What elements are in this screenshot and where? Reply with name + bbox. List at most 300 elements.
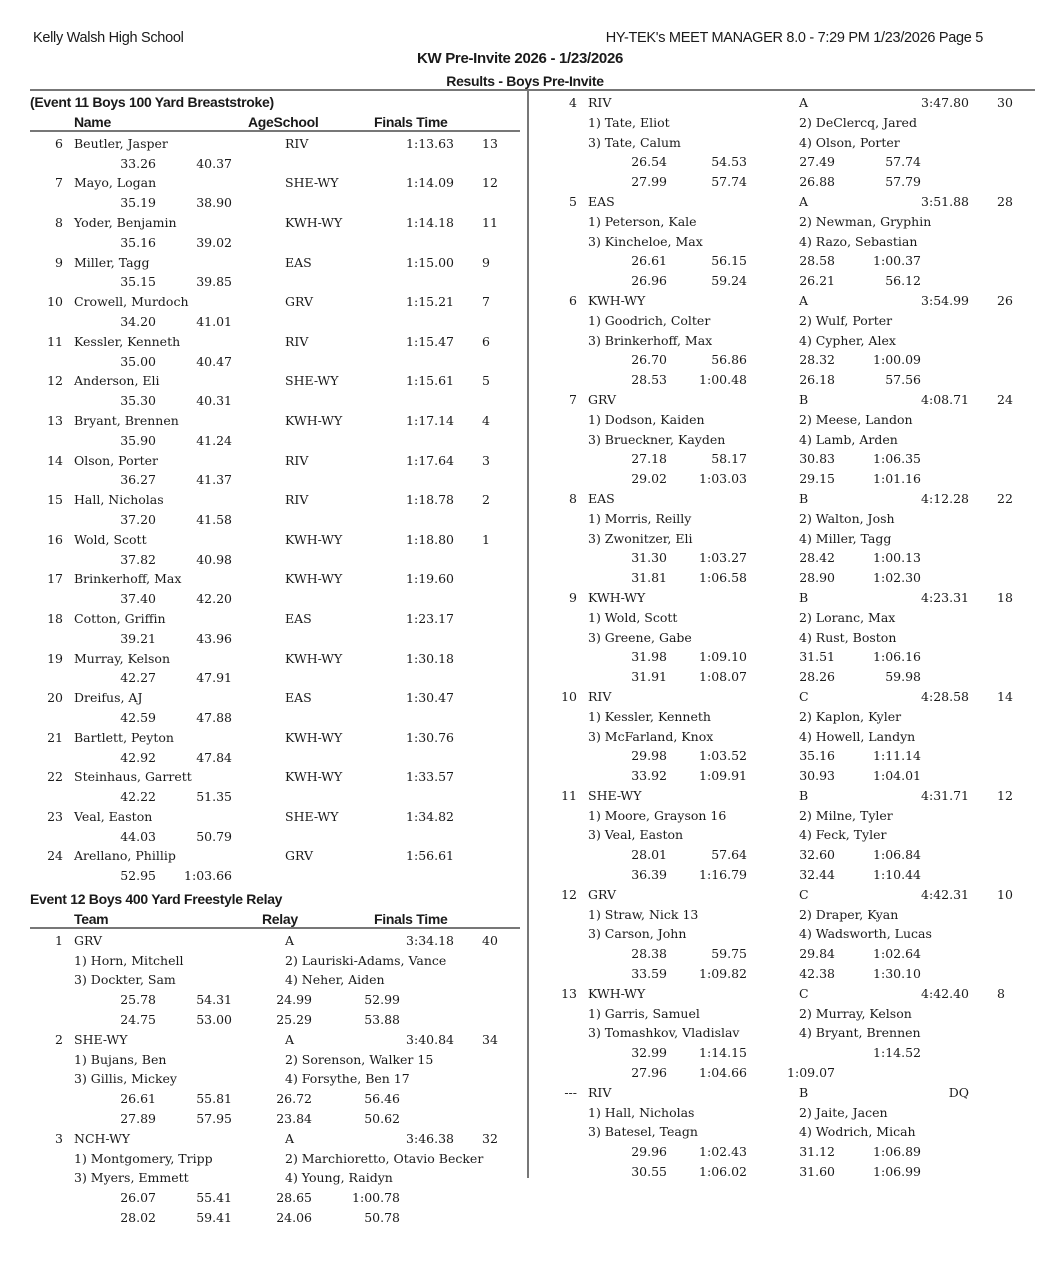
finals-time: 1:30.18 (406, 650, 454, 666)
split-row (30, 391, 520, 411)
relay-swimmers-row (535, 1122, 1035, 1142)
team: EAS (588, 490, 615, 506)
swimmer: 2) Kaplon, Kyler (799, 708, 902, 724)
split: 30.55 (631, 1164, 667, 1180)
school: KWH-WY (285, 531, 343, 547)
split: 26.54 (631, 154, 667, 170)
event-12-results-right (535, 93, 1035, 1182)
points: 12 (482, 175, 498, 191)
split: 34.20 (120, 313, 156, 329)
swimmer: 2) Marchioretto, Otavio Becker (285, 1150, 484, 1166)
relay-letter: C (799, 886, 809, 902)
place: 6 (569, 292, 577, 308)
team: SHE-WY (74, 1031, 128, 1047)
finals-time: 1:23.17 (406, 610, 454, 626)
split: 29.15 (799, 471, 835, 487)
split: 24.75 (120, 1012, 156, 1028)
finals-time: 4:23.31 (921, 589, 969, 605)
swimmer: 2) Meese, Landon (799, 411, 913, 427)
school: RIV (285, 135, 309, 151)
split: 26.96 (631, 273, 667, 289)
split: 47.88 (196, 709, 232, 725)
swimmer: 2) Walton, Josh (799, 510, 895, 526)
swimmer: 3) Kincheloe, Max (588, 233, 703, 249)
place: 10 (47, 294, 63, 310)
split: 55.41 (196, 1190, 232, 1206)
swimmer: 1) Straw, Nick 13 (588, 906, 699, 922)
place: 9 (55, 254, 63, 270)
swimmer: 1) Wold, Scott (588, 609, 678, 625)
split: 35.15 (120, 274, 156, 290)
place: 20 (47, 690, 63, 706)
relay-split-row (535, 152, 1035, 172)
split: 28.42 (799, 550, 835, 566)
points: 22 (997, 490, 1013, 506)
split: 1:04.66 (699, 1065, 747, 1081)
finals-time: 3:47.80 (921, 95, 969, 110)
swimmer: 4) Forsythe, Ben 17 (285, 1071, 410, 1087)
place: 12 (47, 373, 63, 389)
swimmer: 2) Milne, Tyler (799, 807, 893, 823)
split: 31.30 (631, 550, 667, 566)
header-rule (30, 89, 1035, 91)
split: 1:30.10 (873, 966, 921, 982)
col-header-finals-time: Finals Time (374, 910, 448, 927)
split: 24.06 (276, 1210, 312, 1226)
split: 35.16 (120, 234, 156, 250)
split: 50.62 (364, 1111, 400, 1127)
split: 58.17 (711, 451, 747, 467)
finals-time: 1:18.80 (406, 531, 454, 547)
split: 1:09.07 (787, 1065, 835, 1081)
swimmer: 2) Newman, Gryphin (799, 213, 932, 229)
finals-time: 1:15.21 (406, 294, 454, 310)
split: 1:09.91 (699, 768, 747, 784)
swimmer: 3) Gillis, Mickey (74, 1071, 177, 1087)
split: 39.85 (196, 274, 232, 290)
split: 59.98 (885, 669, 921, 685)
split: 26.72 (276, 1091, 312, 1107)
place: 18 (47, 610, 63, 626)
split: 31.12 (799, 1144, 835, 1160)
relay-swimmers-row (535, 628, 1035, 648)
school-name: Kelly Walsh High School (33, 30, 184, 46)
swimmer: 1) Bujans, Ben (74, 1051, 167, 1067)
team: GRV (588, 886, 616, 902)
result-row (30, 767, 520, 787)
result-row (30, 451, 520, 471)
split: 38.90 (196, 195, 232, 211)
finals-time: DQ (948, 1084, 969, 1100)
result-row (30, 253, 520, 273)
split-row (30, 470, 520, 490)
points: 2 (482, 492, 490, 508)
split: 41.01 (196, 313, 232, 329)
split: 1:04.01 (873, 768, 921, 784)
split: 28.01 (631, 847, 667, 863)
place: 17 (47, 571, 63, 587)
relay-letter: B (799, 1084, 809, 1100)
split-row (30, 510, 520, 530)
split: 35.00 (120, 353, 156, 369)
swimmer-name: Arellano, Phillip (74, 848, 176, 864)
points: 13 (482, 135, 498, 151)
points: 32 (482, 1130, 498, 1146)
swimmer: 4) Neher, Aiden (285, 972, 385, 988)
split: 41.58 (196, 511, 232, 527)
split: 37.82 (120, 551, 156, 567)
split: 1:16.79 (699, 867, 747, 883)
place: 13 (561, 985, 577, 1001)
col-header-relay: Relay (262, 910, 298, 927)
relay-split-row (535, 647, 1035, 667)
split: 42.22 (120, 789, 156, 805)
relay-team-row (535, 984, 1035, 1004)
finals-time: 4:42.31 (921, 886, 969, 902)
event-12-results-left (30, 931, 520, 1228)
team: SHE-WY (588, 787, 642, 803)
swimmer: 4) Miller, Tagg (799, 530, 892, 546)
school: SHE-WY (285, 808, 339, 824)
split: 37.40 (120, 591, 156, 607)
school: KWH-WY (285, 214, 343, 230)
relay-result (535, 1083, 1035, 1182)
split: 1:00.78 (352, 1190, 400, 1206)
split: 1:06.89 (873, 1144, 921, 1160)
finals-time: 1:15.61 (406, 373, 454, 389)
place: 16 (47, 531, 63, 547)
points: 1 (482, 531, 490, 547)
school: SHE-WY (285, 373, 339, 389)
split: 1:06.84 (873, 847, 921, 863)
split: 32.44 (799, 867, 835, 883)
split: 29.84 (799, 946, 835, 962)
relay-team-row (30, 1129, 520, 1149)
swimmer: 1) Peterson, Kale (588, 213, 697, 229)
relay-letter: C (799, 688, 809, 704)
points: 14 (997, 688, 1013, 704)
relay-team-row (30, 1030, 520, 1050)
split: 26.07 (120, 1190, 156, 1206)
result-row (30, 490, 520, 510)
split: 59.41 (196, 1210, 232, 1226)
relay-swimmers-row (535, 806, 1035, 826)
split: 53.88 (364, 1012, 400, 1028)
split: 27.18 (631, 451, 667, 467)
finals-time: 3:51.88 (921, 193, 969, 209)
relay-team-row (535, 687, 1035, 707)
split-row (30, 787, 520, 807)
relay-result (30, 931, 520, 1030)
points: 26 (997, 292, 1013, 308)
swimmer-name: Wold, Scott (74, 531, 147, 547)
split: 1:00.13 (873, 550, 921, 566)
swimmer: 1) Tate, Eliot (588, 114, 670, 130)
relay-split-row (535, 370, 1035, 390)
split: 1:08.07 (699, 669, 747, 685)
relay-team-row (535, 786, 1035, 806)
split: 26.88 (799, 174, 835, 190)
relay-split-row (535, 449, 1035, 469)
relay-split-row (30, 1089, 520, 1109)
split: 25.78 (120, 992, 156, 1008)
split: 44.03 (120, 828, 156, 844)
swimmer: 1) Kessler, Kenneth (588, 708, 711, 724)
swimmer: 3) Greene, Gabe (588, 629, 692, 645)
finals-time: 4:42.40 (921, 985, 969, 1001)
school: EAS (285, 254, 312, 270)
swimmer: 1) Horn, Mitchell (74, 952, 184, 968)
points: 30 (997, 95, 1013, 110)
event-11-title (30, 93, 520, 113)
swimmer: 4) Olson, Porter (799, 134, 900, 150)
col-header-team: Team (74, 910, 109, 927)
swimmer: 1) Garris, Samuel (588, 1005, 700, 1021)
swimmer: 4) Bryant, Brennen (799, 1025, 921, 1041)
relay-letter: A (799, 95, 809, 110)
relay-team-row (535, 489, 1035, 509)
split: 50.78 (364, 1210, 400, 1226)
swimmer: 3) Dockter, Sam (74, 972, 176, 988)
relay-split-row (30, 1188, 520, 1208)
split: 41.24 (196, 432, 232, 448)
finals-time: 3:40.84 (406, 1031, 454, 1047)
points: 18 (997, 589, 1013, 605)
relay-result (535, 984, 1035, 1083)
school: GRV (285, 848, 313, 864)
result-row (30, 173, 520, 193)
finals-time: 4:28.58 (921, 688, 969, 704)
split: 52.95 (120, 868, 156, 884)
relay-letter: A (285, 932, 295, 948)
place: 2 (55, 1031, 63, 1047)
split: 59.75 (711, 946, 747, 962)
split: 57.74 (711, 174, 747, 190)
col-header-name: Name (74, 113, 111, 130)
result-row (30, 292, 520, 312)
split: 26.18 (799, 372, 835, 388)
result-row (30, 846, 520, 866)
points: 12 (997, 787, 1013, 803)
split: 1:11.14 (873, 748, 921, 764)
relay-swimmers-row (535, 331, 1035, 351)
split: 26.61 (120, 1091, 156, 1107)
split: 29.02 (631, 471, 667, 487)
relay-split-row (30, 990, 520, 1010)
swimmer: 2) Lauriski-Adams, Vance (285, 952, 447, 968)
points: 5 (482, 373, 490, 389)
finals-time: 3:54.99 (921, 292, 969, 308)
relay-letter: B (799, 787, 809, 803)
finals-time: 1:56.61 (406, 848, 454, 864)
finals-time: 1:33.57 (406, 769, 454, 785)
event-11-column-headers (30, 113, 520, 132)
swimmer-name: Yoder, Benjamin (74, 214, 177, 230)
split: 33.26 (120, 155, 156, 171)
split: 1:14.15 (699, 1045, 747, 1061)
relay-result (30, 1030, 520, 1129)
finals-time: 3:46.38 (406, 1130, 454, 1146)
relay-result (535, 588, 1035, 687)
split: 35.19 (120, 195, 156, 211)
result-row (30, 134, 520, 154)
split: 40.37 (196, 155, 232, 171)
split-row (30, 550, 520, 570)
split: 27.49 (799, 154, 835, 170)
swimmer: 3) Veal, Easton (588, 827, 684, 843)
swimmer-name: Bryant, Brennen (74, 412, 179, 428)
place: 11 (47, 333, 63, 349)
school: EAS (285, 690, 312, 706)
points: 24 (997, 391, 1013, 407)
relay-letter: B (799, 490, 809, 506)
relay-swimmers-row (30, 1168, 520, 1188)
finals-time: 1:17.14 (406, 412, 454, 428)
split: 24.99 (276, 992, 312, 1008)
finals-time: 4:31.71 (921, 787, 969, 803)
swimmer: 2) Draper, Kyan (799, 906, 899, 922)
place: 8 (55, 214, 63, 230)
swimmer-name: Mayo, Logan (74, 175, 157, 191)
relay-split-row (535, 746, 1035, 766)
relay-split-row (535, 1142, 1035, 1162)
finals-time: 1:15.47 (406, 333, 454, 349)
school: KWH-WY (285, 729, 343, 745)
split: 1:01.16 (873, 471, 921, 487)
split-row (30, 866, 520, 886)
finals-time: 1:19.60 (406, 571, 454, 587)
school: KWH-WY (285, 769, 343, 785)
split-row (30, 431, 520, 451)
relay-result (535, 885, 1035, 984)
place: 9 (569, 589, 577, 605)
swimmer: 4) Howell, Landyn (799, 728, 916, 744)
split: 1:03.52 (699, 748, 747, 764)
relay-split-row (535, 766, 1035, 786)
finals-time: 1:14.18 (406, 214, 454, 230)
relay-result (535, 489, 1035, 588)
relay-result (30, 1129, 520, 1228)
left-column (30, 93, 520, 1228)
split: 53.00 (196, 1012, 232, 1028)
finals-time: 1:13.63 (406, 135, 454, 151)
split: 54.31 (196, 992, 232, 1008)
relay-split-row (535, 944, 1035, 964)
swimmer: 4) Cypher, Alex (799, 332, 896, 348)
relay-letter: A (285, 1130, 295, 1146)
result-row (30, 649, 520, 669)
relay-split-row (535, 667, 1035, 687)
split: 39.02 (196, 234, 232, 250)
team: NCH-WY (74, 1130, 131, 1146)
relay-split-row (535, 271, 1035, 291)
split: 42.20 (196, 591, 232, 607)
relay-swimmers-row (535, 232, 1035, 252)
relay-swimmers-row (30, 970, 520, 990)
finals-time: 1:17.64 (406, 452, 454, 468)
split: 42.59 (120, 709, 156, 725)
relay-split-row (535, 1043, 1035, 1063)
swimmer: 3) Batesel, Teagn (588, 1124, 698, 1140)
relay-letter: C (799, 985, 809, 1001)
school: KWH-WY (285, 412, 343, 428)
swimmer-name: Veal, Easton (74, 808, 153, 824)
relay-swimmers-row (535, 133, 1035, 153)
school: EAS (285, 610, 312, 626)
relay-swimmers-row (535, 924, 1035, 944)
swimmer: 2) Murray, Kelson (799, 1005, 912, 1021)
split: 1:06.99 (873, 1164, 921, 1180)
points: 7 (482, 294, 490, 310)
points: 40 (482, 932, 498, 948)
split: 26.70 (631, 352, 667, 368)
relay-result (535, 192, 1035, 291)
event-title-text: (Event 11 Boys 100 Yard Breaststroke) (30, 94, 274, 110)
relay-team-row (535, 93, 1035, 113)
swimmer: 3) Brueckner, Kayden (588, 431, 726, 447)
relay-letter: A (799, 292, 809, 308)
split: 27.99 (631, 174, 667, 190)
relay-team-row (30, 931, 520, 951)
relay-letter: B (799, 589, 809, 605)
relay-swimmers-row (535, 410, 1035, 430)
right-column (535, 93, 1035, 1182)
split: 47.84 (196, 749, 232, 765)
relay-team-row (535, 291, 1035, 311)
relay-swimmers-row (535, 727, 1035, 747)
school: RIV (285, 492, 309, 508)
split: 26.61 (631, 253, 667, 269)
swimmer-name: Cotton, Griffin (74, 610, 166, 626)
split: 54.53 (711, 154, 747, 170)
split: 1:03.03 (699, 471, 747, 487)
place: 22 (47, 769, 63, 785)
split: 23.84 (276, 1111, 312, 1127)
swimmer: 1) Montgomery, Tripp (74, 1150, 213, 1166)
split-row (30, 154, 520, 174)
split: 1:00.37 (873, 253, 921, 269)
split: 40.98 (196, 551, 232, 567)
split: 57.95 (196, 1111, 232, 1127)
relay-split-row (30, 1208, 520, 1228)
swimmer: 4) Feck, Tyler (799, 827, 887, 843)
split: 47.91 (196, 670, 232, 686)
result-row (30, 688, 520, 708)
place: 24 (47, 848, 63, 864)
split-row (30, 748, 520, 768)
place: 6 (55, 135, 63, 151)
swimmer-name: Brinkerhoff, Max (74, 571, 182, 587)
relay-swimmers-row (535, 1103, 1035, 1123)
column-divider (527, 90, 529, 1178)
relay-split-row (535, 469, 1035, 489)
swimmer-name: Miller, Tagg (74, 254, 150, 270)
points: 6 (482, 333, 490, 349)
place: 23 (47, 808, 63, 824)
split: 1:10.44 (873, 867, 921, 883)
split: 1:02.43 (699, 1144, 747, 1160)
team: KWH-WY (588, 985, 646, 1001)
team: KWH-WY (588, 292, 646, 308)
school: RIV (285, 452, 309, 468)
swimmer: 4) Rust, Boston (799, 629, 897, 645)
swimmer: 3) McFarland, Knox (588, 728, 714, 744)
split: 33.59 (631, 966, 667, 982)
place: 1 (55, 932, 63, 948)
relay-swimmers-row (535, 608, 1035, 628)
split-row (30, 233, 520, 253)
split: 1:02.30 (873, 570, 921, 586)
